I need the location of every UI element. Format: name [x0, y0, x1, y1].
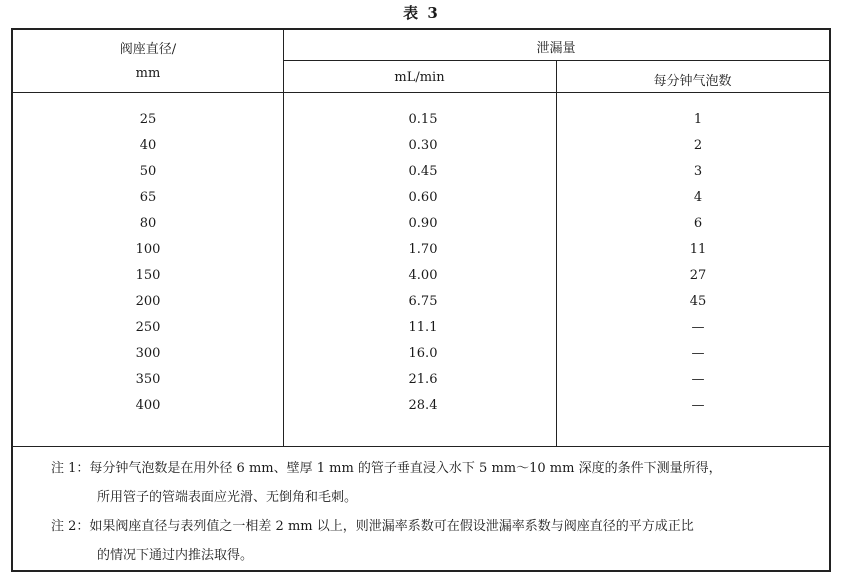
cell-diameter: 350 [135, 372, 161, 387]
cell-ml-per-min: 0.30 [408, 138, 438, 153]
leakage-table [11, 28, 831, 572]
header-leakage: 泄漏量 [536, 41, 576, 56]
cell-ml-per-min: 28.4 [408, 398, 438, 413]
cell-bubbles: — [691, 398, 705, 413]
cell-diameter: 80 [139, 216, 157, 231]
table-row [13, 346, 829, 372]
cell-ml-per-min: 21.6 [408, 372, 438, 387]
cell-ml-per-min: 0.45 [408, 164, 438, 179]
table-row [13, 268, 829, 294]
table-row [13, 164, 829, 190]
table-row [13, 294, 829, 320]
header-diameter [13, 38, 283, 86]
table-row [13, 242, 829, 268]
table-row [13, 112, 829, 138]
header-bottom-rule [13, 92, 829, 93]
table-row [13, 372, 829, 398]
cell-bubbles: 11 [689, 242, 707, 257]
note-1-line-1: 注 1：每分钟气泡数是在用外径 6 mm、壁厚 1 mm 的管子垂直浸入水下 5 mm～10 mm 深度的条件下测量所得， [51, 461, 722, 476]
cell-diameter: 50 [139, 164, 157, 179]
cell-diameter: 200 [135, 294, 161, 309]
table-row [13, 138, 829, 164]
note-2-line-2: 的情况下通过内推法取得。 [97, 548, 254, 563]
cell-bubbles: 1 [693, 112, 703, 127]
cell-diameter: 250 [135, 320, 161, 335]
cell-ml-per-min: 0.90 [408, 216, 438, 231]
cell-ml-per-min: 0.15 [408, 112, 438, 127]
cell-diameter: 300 [135, 346, 161, 361]
cell-bubbles: — [691, 320, 705, 335]
table-row [13, 190, 829, 216]
cell-bubbles: 4 [693, 190, 703, 205]
header-ml-per-min: mL/min [394, 70, 445, 85]
table-caption: 表 3 [403, 4, 440, 22]
notes-divider [13, 446, 829, 447]
cell-ml-per-min: 6.75 [408, 294, 438, 309]
cell-bubbles: — [691, 346, 705, 361]
header-divider [283, 60, 829, 61]
note-1-line-2: 所用管子的管端表面应光滑、无倒角和毛刺。 [97, 490, 358, 505]
header-bubbles-per-min: 每分钟气泡数 [653, 74, 732, 89]
cell-bubbles: 3 [693, 164, 703, 179]
header-diameter-line1: 阀座直径/ [119, 42, 177, 57]
cell-diameter: 400 [135, 398, 161, 413]
cell-bubbles: — [691, 372, 705, 387]
cell-bubbles: 45 [689, 294, 707, 309]
cell-ml-per-min: 0.60 [408, 190, 438, 205]
cell-bubbles: 2 [693, 138, 703, 153]
cell-diameter: 40 [139, 138, 157, 153]
table-row [13, 398, 829, 424]
cell-ml-per-min: 16.0 [408, 346, 438, 361]
cell-diameter: 25 [139, 112, 157, 127]
cell-ml-per-min: 11.1 [408, 320, 438, 335]
cell-ml-per-min: 1.70 [408, 242, 438, 257]
table-row [13, 320, 829, 346]
cell-bubbles: 6 [693, 216, 703, 231]
cell-diameter: 100 [135, 242, 161, 257]
table-row [13, 216, 829, 242]
cell-diameter: 65 [139, 190, 157, 205]
header-diameter-line2: mm [135, 66, 161, 81]
cell-diameter: 150 [135, 268, 161, 283]
note-2-line-1: 注 2：如果阀座直径与表列值之一相差 2 mm 以上，则泄漏率系数可在假设泄漏率系数与阀座直径的平方成正比 [51, 519, 694, 534]
cell-ml-per-min: 4.00 [408, 268, 438, 283]
cell-bubbles: 27 [689, 268, 707, 283]
